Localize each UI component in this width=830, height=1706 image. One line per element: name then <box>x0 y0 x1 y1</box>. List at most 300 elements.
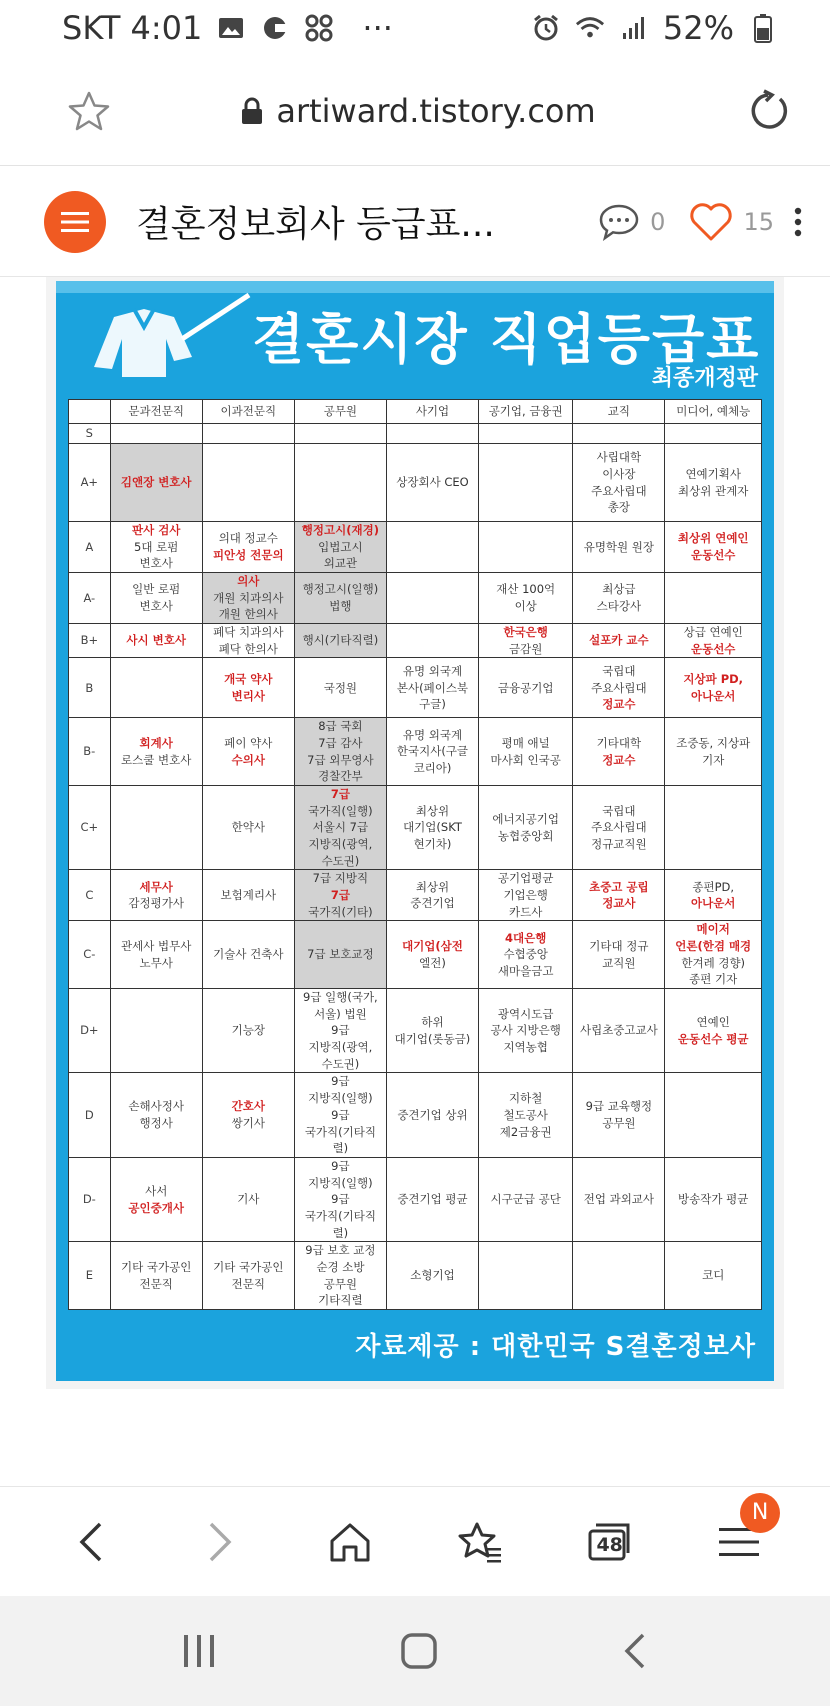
cell-line: 9급 <box>331 1074 350 1089</box>
cell-line: 본사(페이스북 <box>396 680 469 695</box>
table-cell <box>202 718 294 786</box>
cell-line: 정교수 <box>602 697 636 712</box>
wifi-icon <box>575 13 605 43</box>
table-row <box>69 424 762 444</box>
table-cell <box>294 1157 386 1241</box>
table-cell <box>479 870 573 921</box>
system-home-button[interactable] <box>400 1632 438 1670</box>
cell-line: 스타강사 <box>596 599 642 614</box>
back-button[interactable] <box>56 1507 126 1577</box>
cell-line: 9급 <box>331 1192 350 1207</box>
cell-line: 9급 <box>331 1158 350 1173</box>
chevron-right-icon <box>205 1520 235 1564</box>
home-button[interactable] <box>315 1507 385 1577</box>
table-cell <box>110 921 202 989</box>
table-cell <box>573 1157 665 1241</box>
cell-line: 노무사 <box>139 955 173 970</box>
table-cell <box>110 624 202 658</box>
cell-line: 이사장 <box>602 466 636 481</box>
cell-line: 기사 <box>237 1192 260 1207</box>
cell-line: 기타직렬 <box>318 1293 363 1308</box>
cell-line: 수도권) <box>321 853 360 868</box>
table-header-row <box>69 400 762 424</box>
cell-line: 기술사 건축사 <box>213 947 284 962</box>
tabs-button[interactable] <box>574 1507 644 1577</box>
cell-line: 사립초중고교사 <box>579 1023 658 1038</box>
cell-line: 로스쿨 변호사 <box>121 752 192 767</box>
table-cell <box>202 624 294 658</box>
cell-line: 손해사정사 <box>128 1099 184 1114</box>
cell-line: 정교사 <box>602 896 636 911</box>
cell-line: 사서 <box>145 1183 168 1198</box>
cell-line: 전문직 <box>231 1276 265 1291</box>
cell-line: 에너지공기업 <box>492 812 559 827</box>
table-cell <box>110 870 202 921</box>
table-row <box>69 1157 762 1241</box>
table-cell <box>294 658 386 718</box>
poster-credit: 자료제공 : 대한민국 S결혼정보사 <box>355 1332 756 1362</box>
table-cell <box>479 1157 573 1241</box>
cell-line: 국립대 <box>602 663 636 678</box>
cell-line: 판사 검사 <box>131 523 181 537</box>
tab-count: 48 <box>596 1533 623 1556</box>
cell-line: 정규교직원 <box>591 837 647 852</box>
cell-line: 기능장 <box>231 1023 265 1038</box>
table-cell <box>665 1242 762 1310</box>
grade-label: C- <box>69 921 111 989</box>
cell-line: 입법고시 <box>318 539 363 554</box>
table-cell <box>479 444 573 522</box>
table-cell <box>573 444 665 522</box>
grade-label: E <box>69 1242 111 1310</box>
table-cell <box>110 1157 202 1241</box>
cell-line: 구글) <box>419 697 446 712</box>
cell-line: 국가직(기타직 <box>304 1124 376 1139</box>
table-row <box>69 718 762 786</box>
cell-line: 4대은행 <box>505 930 547 945</box>
menu-button[interactable] <box>44 191 106 253</box>
recent-apps-button[interactable] <box>181 1633 217 1669</box>
grade-label: D <box>69 1073 111 1157</box>
cell-line: 국정원 <box>323 680 358 695</box>
table-row <box>69 1242 762 1310</box>
table-cell <box>110 1242 202 1310</box>
comment-icon[interactable] <box>598 203 640 241</box>
cell-line: 공사 지방은행 <box>490 1023 561 1038</box>
cell-line: 연예기획사 <box>685 466 741 481</box>
cell-line: 피안성 전문의 <box>212 548 284 562</box>
table-cell <box>386 522 478 573</box>
table-cell <box>479 522 573 573</box>
cell-line: 9급 교육행정 <box>585 1099 653 1114</box>
like-count: 15 <box>743 207 774 236</box>
table-cell <box>665 1157 762 1241</box>
table-cell <box>665 870 762 921</box>
table-cell <box>202 921 294 989</box>
grade-label: A <box>69 522 111 573</box>
cell-line: 폐닥 한의사 <box>218 641 278 656</box>
cell-line: 5대 로펌 <box>134 539 179 554</box>
table-row <box>69 786 762 870</box>
poster-subtitle: 최종개정판 <box>651 366 758 391</box>
cell-line: 행정사 <box>139 1116 173 1131</box>
table-cell <box>665 921 762 989</box>
cell-line: 유명학원 원장 <box>583 539 655 554</box>
alarm-icon <box>531 13 561 43</box>
cell-line: 한겨레 경향) <box>681 955 746 970</box>
poster-title: 결혼시장 직업등급표 <box>252 308 761 371</box>
grade-label: A+ <box>69 444 111 522</box>
table-cell <box>294 921 386 989</box>
table-cell <box>386 1242 478 1310</box>
cell-line: 7급 외무영사 <box>307 752 374 767</box>
grade-label: D+ <box>69 989 111 1073</box>
cell-line: 최상위 <box>415 803 450 818</box>
cell-line: 의사 <box>237 574 260 589</box>
cell-line: 보험계리사 <box>220 888 277 903</box>
cell-line: 코디 <box>702 1268 725 1283</box>
browser-toolbar <box>0 1486 830 1596</box>
grade-label: B+ <box>69 624 111 658</box>
cell-line: 9급 <box>331 1107 350 1122</box>
grade-label: A- <box>69 573 111 624</box>
table-cell <box>479 921 573 989</box>
cell-line: 한국은행 <box>503 625 548 640</box>
table-cell <box>573 573 665 624</box>
teacher-figure-icon <box>74 287 254 387</box>
cell-line: 아나운서 <box>690 688 736 703</box>
table-cell <box>202 1242 294 1310</box>
table-cell <box>573 989 665 1073</box>
cell-line: 소형기업 <box>410 1268 455 1283</box>
cell-line: 간호사 <box>231 1099 265 1114</box>
table-cell <box>294 1073 386 1157</box>
recent-apps-icon <box>181 1633 217 1669</box>
table-row <box>69 573 762 624</box>
column-header: 문과전문직 <box>110 400 202 424</box>
cell-line: 기업은행 <box>503 888 548 903</box>
table-row <box>69 1073 762 1157</box>
status-bar <box>0 0 830 56</box>
cell-line: 공인중개사 <box>128 1200 184 1215</box>
battery-icon <box>748 13 778 43</box>
table-cell <box>110 786 202 870</box>
cell-line: 상장회사 CEO <box>396 475 469 490</box>
cell-line: 국가직(기타) <box>308 904 373 919</box>
cell-line: 외교관 <box>323 556 358 571</box>
column-header: 공무원 <box>294 400 386 424</box>
cell-line: 관세사 법무사 <box>121 939 192 954</box>
table-cell <box>202 444 294 522</box>
table-cell <box>110 1073 202 1157</box>
cell-line: 행시(기타직렬) <box>302 633 379 648</box>
forward-button[interactable] <box>185 1507 255 1577</box>
table-cell <box>479 1242 573 1310</box>
cell-line: 공무원 <box>602 1116 636 1131</box>
address-field[interactable] <box>90 92 746 130</box>
cell-line: 언론(한겸 매경 <box>675 939 752 954</box>
cell-line: 쌍기사 <box>231 1116 265 1131</box>
table-cell <box>479 989 573 1073</box>
column-header: 사기업 <box>386 400 478 424</box>
table-cell <box>665 718 762 786</box>
table-cell <box>665 424 762 444</box>
table-cell <box>386 444 478 522</box>
bookmark-list-icon <box>457 1521 503 1563</box>
table-cell <box>665 624 762 658</box>
cell-line: 대기업(롯동금) <box>394 1031 471 1046</box>
cell-line: 수도권) <box>321 1056 360 1071</box>
table-cell <box>202 989 294 1073</box>
cell-line: 7급 지방직 <box>312 871 369 886</box>
table-cell <box>665 522 762 573</box>
cell-line: 7급 보호교정 <box>307 947 374 962</box>
cell-line: 하위 <box>421 1015 444 1030</box>
cell-line: 지상파 PD, <box>683 672 744 687</box>
cell-line: 김앤장 변호사 <box>120 475 192 490</box>
cell-line: 설포카 교수 <box>589 633 649 648</box>
cell-line: 수의사 <box>231 752 265 767</box>
table-cell <box>386 658 478 718</box>
table-cell <box>202 522 294 573</box>
cell-line: 폐닥 치과의사 <box>213 625 284 640</box>
cell-line: 렬) <box>332 1225 349 1240</box>
table-cell <box>294 718 386 786</box>
cell-line: 광역시도급 <box>497 1006 554 1021</box>
table-cell <box>665 786 762 870</box>
table-cell <box>479 424 573 444</box>
table-cell <box>573 522 665 573</box>
table-cell <box>665 658 762 718</box>
cell-line: 변리사 <box>231 688 265 703</box>
url-bar <box>0 56 830 166</box>
cell-line: 수협중앙 <box>503 947 548 962</box>
cell-line: 메이저 <box>696 922 730 937</box>
url-text: artiward.tistory.com <box>276 91 596 130</box>
cell-line: 새마을금고 <box>497 964 554 979</box>
table-cell <box>573 424 665 444</box>
cell-line: 운동선수 <box>690 641 736 656</box>
cell-line: 최상위 연예인 <box>677 531 749 546</box>
job-grade-poster <box>56 281 774 1381</box>
table-row <box>69 444 762 522</box>
comment-count: 0 <box>650 207 666 236</box>
cell-line: 운동선수 평균 <box>677 1031 749 1046</box>
cell-line: 지방직(광역, <box>308 837 373 852</box>
grade-label: S <box>69 424 111 444</box>
table-cell <box>386 718 478 786</box>
cell-line: 상급 연예인 <box>683 625 743 640</box>
table-cell <box>665 573 762 624</box>
table-cell <box>202 786 294 870</box>
app-notification-icon <box>260 13 290 43</box>
cell-line: 최상급 <box>602 582 636 597</box>
cell-line: 공기업평균 <box>497 871 554 886</box>
cell-line: 주요사립대 <box>591 483 647 498</box>
table-cell <box>479 786 573 870</box>
cell-line: 서울시 7급 <box>312 820 369 835</box>
table-cell <box>294 424 386 444</box>
cell-line: 금감원 <box>509 641 543 656</box>
table-cell <box>386 1157 478 1241</box>
grade-label: C <box>69 870 111 921</box>
column-header: 이과전문직 <box>202 400 294 424</box>
table-cell <box>202 870 294 921</box>
cell-line: 시구군급 공단 <box>490 1192 561 1207</box>
table-cell <box>573 786 665 870</box>
puzzle-icon <box>304 13 334 43</box>
table-cell <box>202 658 294 718</box>
cell-line: 유명 외국계 <box>402 663 463 678</box>
bookmarks-button[interactable] <box>445 1507 515 1577</box>
table-cell <box>294 1242 386 1310</box>
table-cell <box>479 624 573 658</box>
table-cell <box>386 1073 478 1157</box>
table-cell <box>479 718 573 786</box>
table-cell <box>110 522 202 573</box>
cell-line: 변호사 <box>139 599 173 614</box>
table-row <box>69 522 762 573</box>
cell-line: 법행 <box>329 599 352 614</box>
cell-line: 회계사 <box>139 736 173 751</box>
cell-line: 카드사 <box>509 904 543 919</box>
cell-line: 렬) <box>332 1141 349 1156</box>
more-notifications-icon: ··· <box>362 9 393 47</box>
notification-badge: N <box>740 1493 780 1533</box>
table-cell <box>110 718 202 786</box>
post-content <box>46 277 784 1389</box>
table-cell <box>386 786 478 870</box>
blog-header <box>0 167 830 277</box>
cell-line: 9급 일행(국가, <box>303 990 378 1005</box>
cell-line: 중견기업 상위 <box>397 1107 468 1122</box>
cell-line: 기타 국가공인 <box>213 1259 284 1274</box>
cell-line: 조중동, 지상파 <box>676 736 751 751</box>
signal-icon <box>619 13 649 43</box>
cell-line: 종편PD, <box>692 879 735 894</box>
cell-line: 지방직(광역, <box>308 1040 373 1055</box>
cell-line: 기타대학 <box>596 736 642 751</box>
table-row <box>69 658 762 718</box>
table-row <box>69 624 762 658</box>
home-icon <box>328 1521 372 1563</box>
cell-line: 행정고시(일행) <box>302 582 379 597</box>
table-row <box>69 870 762 921</box>
table-cell <box>573 921 665 989</box>
carrier-time: SKT 4:01 <box>62 9 203 47</box>
cell-line: 코리아) <box>413 761 452 776</box>
grade-label: B <box>69 658 111 718</box>
table-cell <box>294 989 386 1073</box>
cell-line: 경찰간부 <box>318 769 363 784</box>
cell-line: 개원 한의사 <box>218 607 278 622</box>
cell-line: 한국지사(구글 <box>396 744 469 759</box>
table-cell <box>202 424 294 444</box>
cell-line: 7급 <box>330 888 350 903</box>
table-cell <box>202 1157 294 1241</box>
cell-line: 의대 정교수 <box>218 531 278 546</box>
table-cell <box>110 444 202 522</box>
table-cell <box>294 573 386 624</box>
table-cell <box>665 444 762 522</box>
cell-line: 총장 <box>607 500 630 515</box>
table-cell <box>573 658 665 718</box>
cell-line: 사시 변호사 <box>126 633 186 648</box>
column-header <box>69 400 111 424</box>
hamburger-icon <box>61 211 89 233</box>
table-cell <box>573 624 665 658</box>
cell-line: 주요사립대 <box>591 680 647 695</box>
cell-line: 국립대 <box>602 803 636 818</box>
main-menu-button[interactable] <box>704 1500 774 1577</box>
job-grade-table <box>68 399 762 1310</box>
cell-line: 공무원 <box>323 1276 358 1291</box>
cell-line: 종편 기자 <box>689 972 738 987</box>
table-cell <box>110 989 202 1073</box>
table-cell <box>573 1073 665 1157</box>
table-cell <box>479 658 573 718</box>
table-cell <box>386 573 478 624</box>
cell-line: 9급 <box>331 1023 350 1038</box>
cell-line: 국가직(기타직 <box>304 1208 376 1223</box>
table-cell <box>386 870 478 921</box>
cell-line: 사립대학 <box>596 450 642 465</box>
reload-icon[interactable] <box>746 89 790 133</box>
table-cell <box>386 624 478 658</box>
table-cell <box>386 424 478 444</box>
table-cell <box>573 1242 665 1310</box>
table-cell <box>202 573 294 624</box>
cell-line: 중견기업 <box>410 896 455 911</box>
cell-line: 개국 약사 <box>224 672 273 687</box>
blog-post-title: 결혼정보회사 등급표... <box>136 204 495 245</box>
cell-line: 서울) 법원 <box>314 1006 367 1021</box>
cell-line: 감정평가사 <box>128 896 184 911</box>
cell-line: 방송작가 평균 <box>678 1192 749 1207</box>
cell-line: 국가직(일행) <box>308 803 373 818</box>
table-cell <box>294 444 386 522</box>
grade-label: C+ <box>69 786 111 870</box>
cell-line: 지방직(일행) <box>308 1091 373 1106</box>
cell-line: 지하철 <box>509 1091 543 1106</box>
cell-line: 전업 과외교사 <box>583 1192 655 1207</box>
cell-line: 9급 보호 교정 <box>305 1243 376 1258</box>
cell-line: 행정고시(재경) <box>301 523 379 537</box>
cell-line: 연예인 <box>696 1015 730 1030</box>
chevron-left-icon <box>76 1520 106 1564</box>
table-cell <box>202 1073 294 1157</box>
cell-line: 평매 애널 <box>501 736 550 751</box>
heart-icon[interactable] <box>689 202 733 242</box>
cell-line: 대기업(SKT <box>403 820 462 835</box>
cell-line: 기타대 정규 <box>589 939 649 954</box>
cell-line: 운동선수 <box>690 548 736 562</box>
table-cell <box>294 522 386 573</box>
table-cell <box>573 718 665 786</box>
cell-line: 기타 국가공인 <box>121 1259 192 1274</box>
cell-line: 최상위 관계자 <box>678 483 749 498</box>
more-options-icon[interactable] <box>794 207 802 237</box>
table-cell <box>665 989 762 1073</box>
grade-label: D- <box>69 1157 111 1241</box>
grade-label: B- <box>69 718 111 786</box>
cell-line: 7급 감사 <box>318 736 363 751</box>
system-back-button[interactable] <box>621 1631 649 1671</box>
cell-line: 엘전) <box>419 955 446 970</box>
cell-line: 한약사 <box>231 820 265 835</box>
cell-line: 7급 <box>330 787 350 802</box>
cell-line: 재산 100억 <box>496 582 556 597</box>
